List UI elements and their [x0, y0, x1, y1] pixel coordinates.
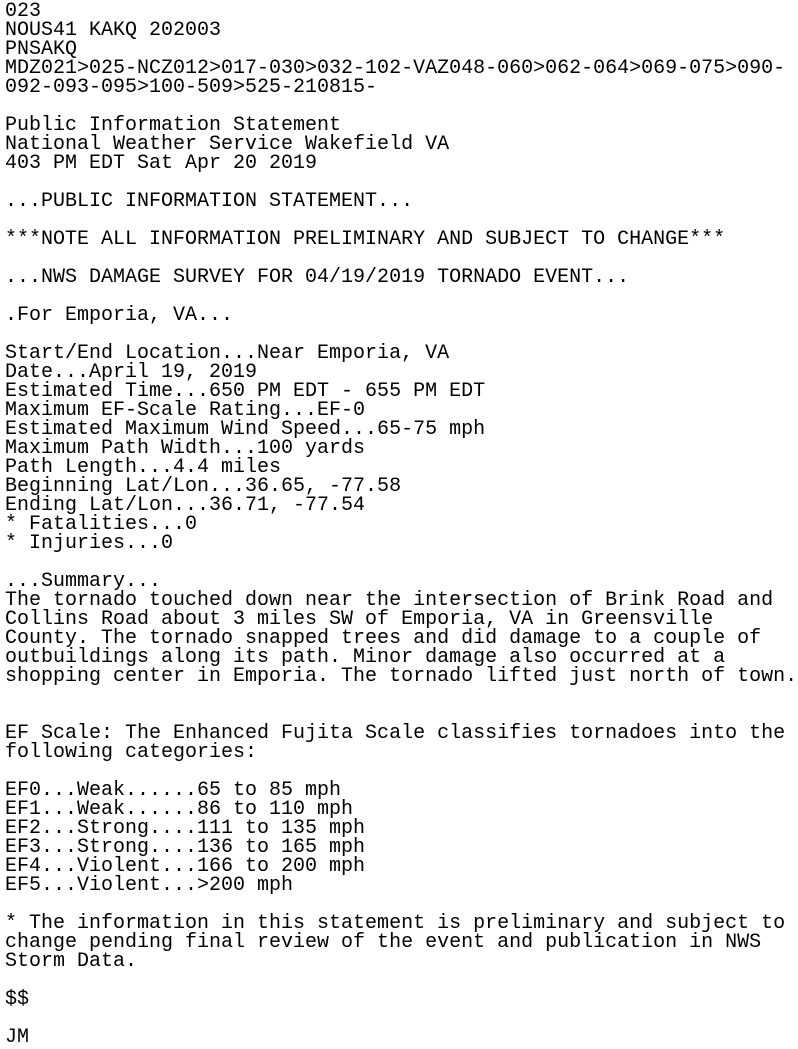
summary-line: outbuildings along its path. Minor damage also occurred at a	[5, 646, 726, 669]
ugc-codes-line: MDZ021>025-NCZ012>017-030>032-102-VAZ048-060>062-064>069-075>090-	[5, 57, 786, 80]
disclaimer-line: Storm Data.	[5, 950, 138, 973]
wmo-header: NOUS41 KAKQ 202003	[5, 19, 222, 42]
author-initials: JM	[5, 1026, 30, 1049]
disclaimer-line: change pending final review of the event and publication in NWS	[5, 931, 762, 954]
summary-line: shopping center in Emporia. The tornado lifted just north of town.	[5, 665, 798, 688]
public-information-statement	[5, 2, 797, 1047]
blank-line	[5, 1009, 797, 1028]
product-terminator: $$	[5, 988, 30, 1011]
blank-line	[5, 971, 797, 990]
ending-lat-lon: Ending Lat/Lon...36.71, -77.54	[5, 494, 366, 517]
ef-scale-intro-line: following categories:	[5, 741, 258, 764]
sequence-number: 023	[5, 0, 42, 23]
ef-scale-category: EF4...Violent...166 to 200 mph	[5, 855, 366, 878]
max-path-width: Maximum Path Width...100 yards	[5, 437, 366, 460]
path-length: Path Length...4.4 miles	[5, 456, 282, 479]
summary-line: County. The tornado snapped trees and did damage to a couple of	[5, 627, 762, 650]
summary-heading: ...Summary...	[5, 570, 162, 593]
max-ef-rating: Maximum EF-Scale Rating...EF-0	[5, 399, 366, 422]
event-date: Date...April 19, 2019	[5, 361, 258, 384]
ef-scale-category: EF1...Weak......86 to 110 mph	[5, 798, 354, 821]
ef-scale-category: EF0...Weak......65 to 85 mph	[5, 779, 342, 802]
issuing-office: National Weather Service Wakefield VA	[5, 133, 450, 156]
summary-line: The tornado touched down near the intersection of Brink Road and	[5, 589, 774, 612]
injuries-count: * Injuries...0	[5, 532, 174, 555]
summary-line: Collins Road about 3 miles SW of Emporia, VA in Greensville	[5, 608, 714, 631]
estimated-max-wind: Estimated Maximum Wind Speed...65-75 mph	[5, 418, 486, 441]
product-name: Public Information Statement	[5, 114, 342, 137]
location-heading: .For Emporia, VA...	[5, 304, 234, 327]
start-end-location: Start/End Location...Near Emporia, VA	[5, 342, 450, 365]
awips-id: PNSAKQ	[5, 38, 78, 61]
blank-line	[5, 686, 797, 705]
ef-scale-intro-line: EF Scale: The Enhanced Fujita Scale classifies tornadoes into the	[5, 722, 786, 745]
preliminary-note: ***NOTE ALL INFORMATION PRELIMINARY AND SUBJECT TO CHANGE***	[5, 228, 726, 251]
ef-scale-category: EF3...Strong....136 to 165 mph	[5, 836, 366, 859]
ef-scale-category: EF5...Violent...>200 mph	[5, 874, 294, 897]
statement-headline: ...PUBLIC INFORMATION STATEMENT...	[5, 190, 414, 213]
issue-time: 403 PM EDT Sat Apr 20 2019	[5, 152, 318, 175]
disclaimer-line: * The information in this statement is preliminary and subject to	[5, 912, 786, 935]
estimated-time: Estimated Time...650 PM EDT - 655 PM EDT	[5, 380, 486, 403]
ugc-codes-line: 092-093-095>100-509>525-210815-	[5, 76, 378, 99]
ef-scale-category: EF2...Strong....111 to 135 mph	[5, 817, 366, 840]
fatalities-count: * Fatalities...0	[5, 513, 198, 536]
beginning-lat-lon: Beginning Lat/Lon...36.65, -77.58	[5, 475, 402, 498]
survey-headline: ...NWS DAMAGE SURVEY FOR 04/19/2019 TORNADO EVENT...	[5, 266, 630, 289]
